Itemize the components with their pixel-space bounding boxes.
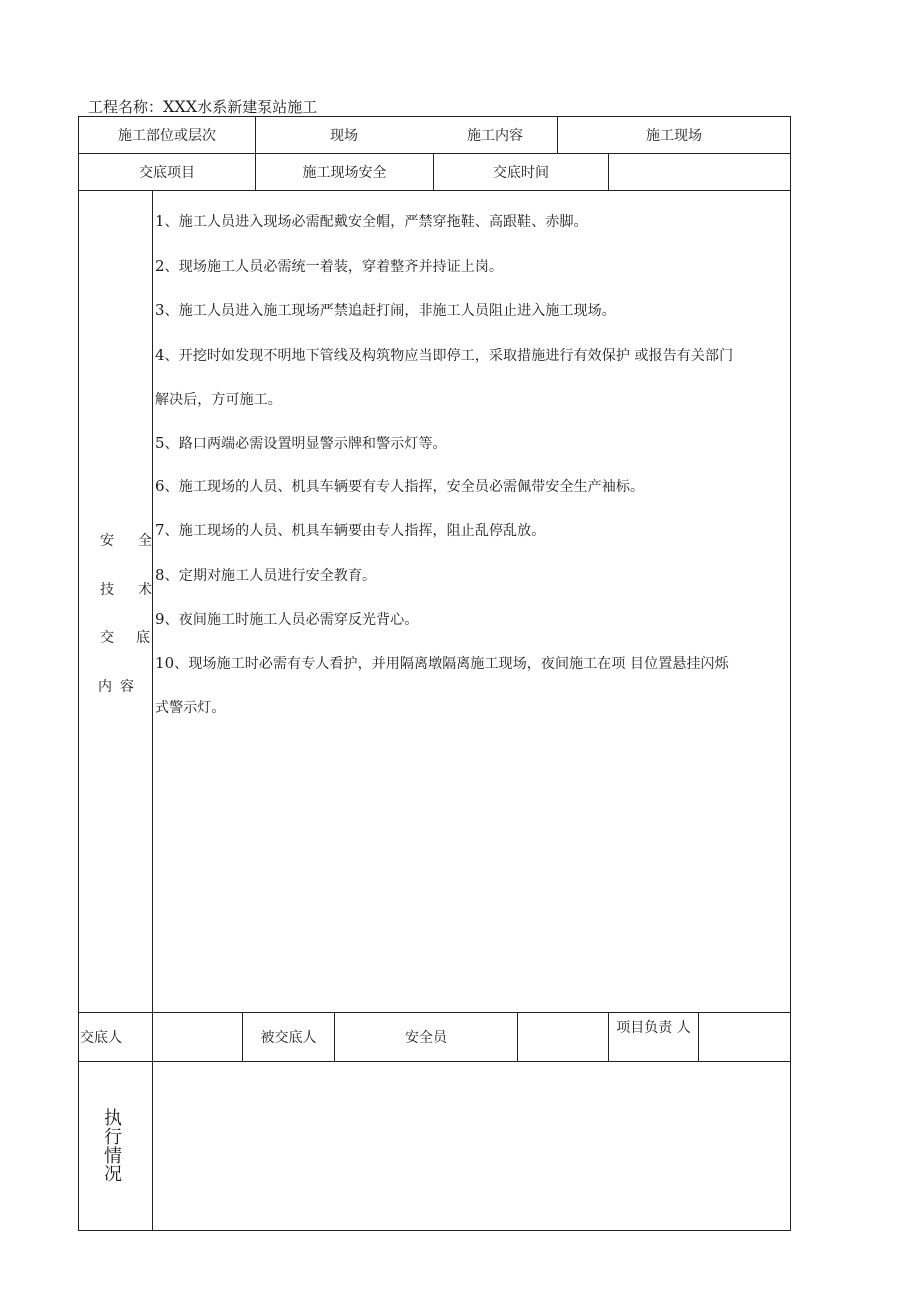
construction-content-label: 施工内容 xyxy=(467,128,523,144)
project-title-suffix: 水系新建泵站施工 xyxy=(197,98,318,116)
discloser-signature-field[interactable] xyxy=(153,1013,242,1061)
side-char: 内 xyxy=(98,679,112,695)
exec-char: 行 xyxy=(104,1127,122,1148)
project-title-prefix: 工程名称： xyxy=(88,98,164,116)
recipient-label: 被交底人 xyxy=(260,1030,317,1046)
side-char: 交 xyxy=(100,630,114,646)
construction-part-label: 施工部位或层次 xyxy=(118,128,216,144)
discloser-label: 交底人 xyxy=(80,1030,122,1046)
list-item: 9、夜间施工时施工人员必需穿反光背心。 xyxy=(155,610,419,628)
list-item: 解决后，方可施工。 xyxy=(155,392,282,408)
table-right-border xyxy=(790,116,791,1230)
execution-status-field[interactable] xyxy=(153,1062,790,1230)
disclosure-item-label: 交底项目 xyxy=(139,165,195,181)
construction-part-value: 现场 xyxy=(330,128,358,144)
construction-content-value: 施工现场 xyxy=(646,128,702,144)
side-char: 底 xyxy=(136,630,150,646)
side-char: 技 xyxy=(100,582,114,598)
side-char: 全 xyxy=(138,533,152,549)
list-item: 4、开挖时如发现不明地下管线及构筑物应当即停工，采取措施进行有效保护 或报告有关部门 xyxy=(155,346,734,364)
project-manager-signature-field[interactable] xyxy=(699,1013,790,1061)
side-char: 术 xyxy=(138,582,152,598)
safety-officer-signature-field[interactable] xyxy=(518,1013,608,1061)
table-bottom-border xyxy=(78,1230,791,1231)
list-item: 10、现场施工时必需有专人看护，并用隔离墩隔离施工现场，夜间施工在项 目位置悬挂闪烁 xyxy=(155,654,729,672)
disclosure-time-value[interactable] xyxy=(609,154,790,190)
list-item: 8、定期对施工人员进行安全教育。 xyxy=(155,566,377,584)
list-item: 1、施工人员进入现场必需配戴安全帽，严禁穿拖鞋、高跟鞋、赤脚。 xyxy=(155,212,588,230)
project-title-code: XXX xyxy=(163,97,198,116)
list-item: 6、施工现场的人员、机具车辆要有专人指挥，安全员必需佩带安全生产袖标。 xyxy=(155,477,645,495)
list-item: 7、施工现场的人员、机具车辆要由专人指挥，阻止乱停乱放。 xyxy=(155,521,546,539)
side-char: 容 xyxy=(120,679,134,695)
disclosure-item-value: 施工现场安全 xyxy=(302,165,387,181)
list-item: 2、现场施工人员必需统一着装，穿着整齐并持证上岗。 xyxy=(155,257,504,275)
safety-officer-label: 安全员 xyxy=(405,1030,447,1046)
exec-char: 况 xyxy=(104,1164,122,1185)
project-title xyxy=(88,96,317,117)
row-divider xyxy=(78,190,791,191)
list-item: 式警示灯。 xyxy=(155,700,226,716)
side-char: 安 xyxy=(100,533,114,549)
list-item: 5、路口两端必需设置明显警示牌和警示灯等。 xyxy=(155,434,447,452)
project-manager-label: 项目负责 人 xyxy=(616,1020,691,1036)
exec-char: 情 xyxy=(104,1146,122,1167)
exec-char: 执 xyxy=(104,1108,122,1129)
disclosure-time-label: 交底时间 xyxy=(493,165,549,181)
list-item: 3、施工人员进入施工现场严禁追赶打闹，非施工人员阻止进入施工现场。 xyxy=(155,301,616,319)
table-left-border xyxy=(78,116,79,1230)
col-divider xyxy=(152,190,153,1012)
